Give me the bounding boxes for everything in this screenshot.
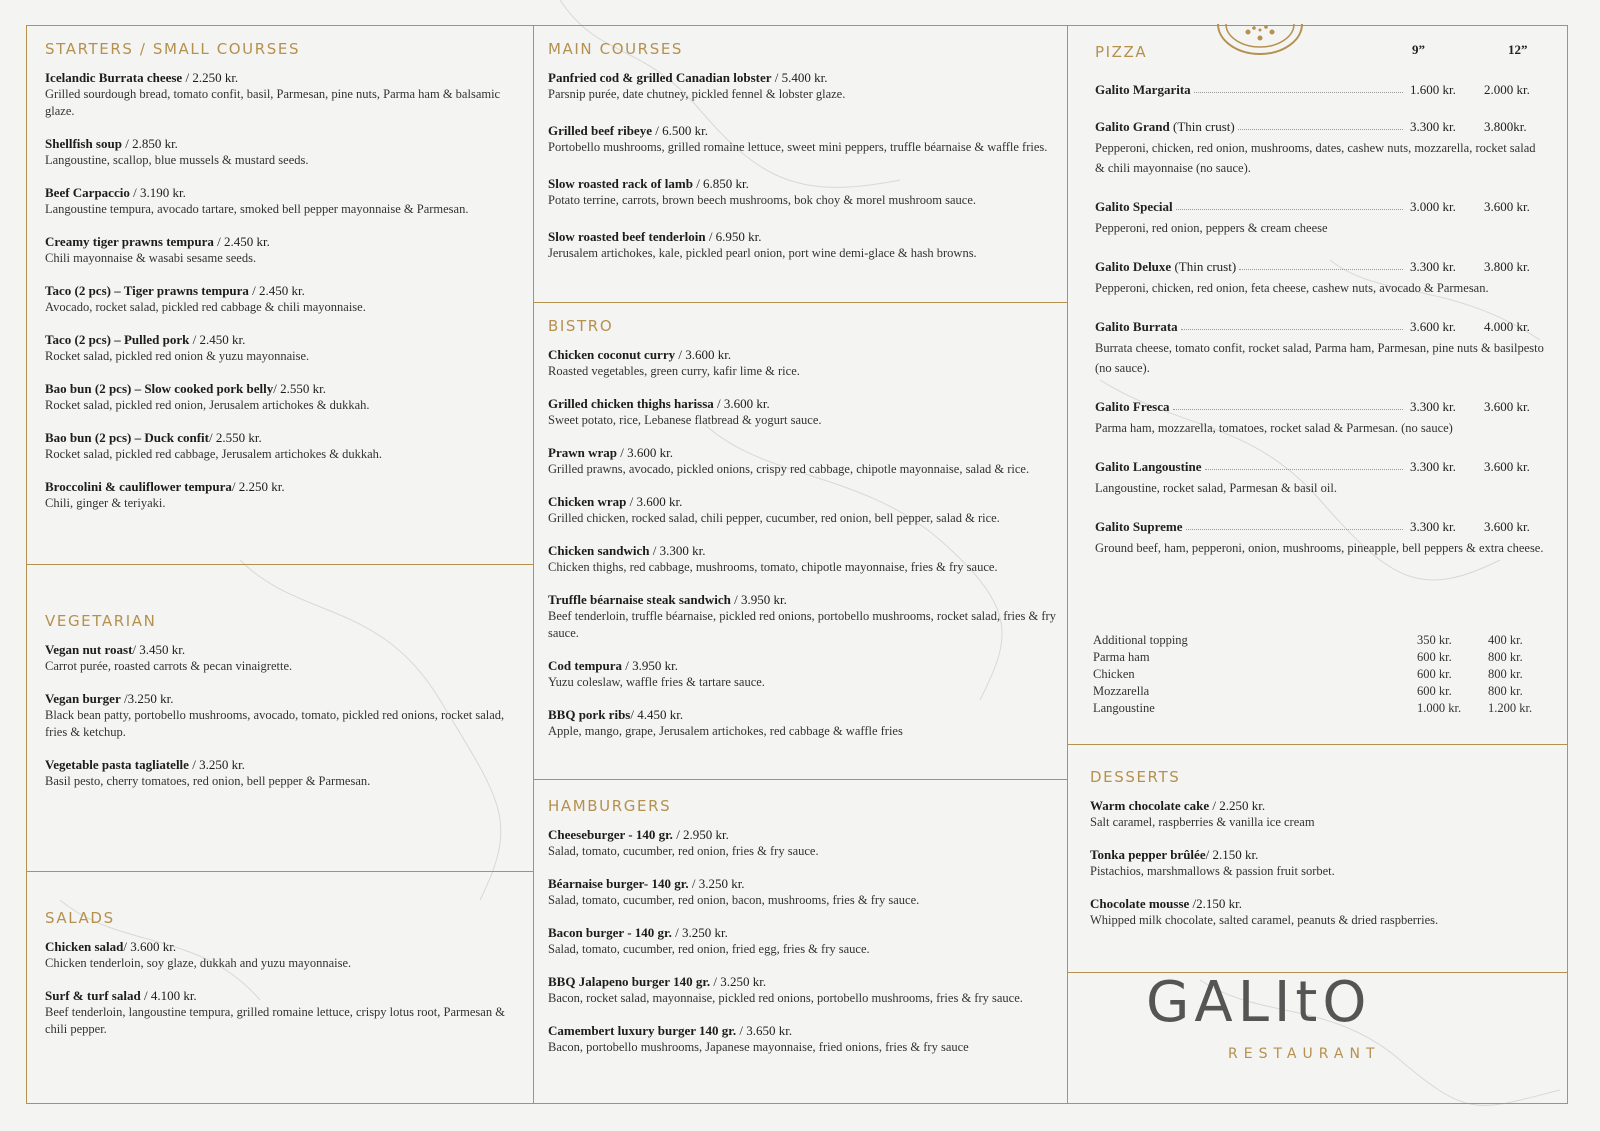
divider-bistro	[533, 779, 1067, 780]
menu-item	[1090, 797, 1560, 831]
divider-vegetarian	[26, 871, 533, 872]
pizza-price-small: 3.300 kr.	[1410, 119, 1456, 134]
topping-price-large: 800 kr.	[1488, 684, 1523, 698]
pizza-price-large: 3.800 kr.	[1484, 259, 1530, 274]
menu-item	[548, 1022, 1058, 1056]
item-name	[548, 444, 1058, 461]
menu-item	[548, 493, 1058, 527]
section-title: PIZZA	[1095, 43, 1148, 61]
item-price: / 3.300 kr.	[649, 543, 706, 558]
item-name	[1090, 846, 1560, 863]
pizza-name	[1095, 258, 1236, 275]
item-price: / 5.400 kr.	[771, 70, 828, 85]
menu-item	[1090, 846, 1560, 880]
item-description: Avocado, rocket salad, pickled red cabbage & chili mayonnaise.	[45, 300, 366, 314]
section-title: SALADS	[45, 909, 115, 927]
menu-item	[548, 657, 1058, 691]
topping-price-large: 800 kr.	[1488, 650, 1523, 664]
menu-item	[548, 973, 1058, 1007]
item-title: Broccolini & cauliflower tempura	[45, 479, 232, 494]
item-name	[548, 591, 1058, 608]
item-price: / 6.500 kr.	[651, 123, 708, 138]
item-description: Potato terrine, carrots, brown beech mushrooms, bok choy & morel mushroom sauce.	[548, 193, 977, 207]
menu-item	[548, 395, 1058, 429]
item-description: Rocket salad, pickled red cabbage, Jerusalem artichokes & dukkah.	[45, 447, 383, 461]
item-description: Chili, ginger & teriyaki.	[45, 496, 166, 510]
item-title: Bao bun (2 pcs) – Slow cooked pork belly	[45, 381, 274, 396]
pizza-description: Pepperoni, chicken, red onion, feta cheese, cashew nuts, avocado & Parmesan.	[1095, 281, 1489, 295]
section-title: MAIN COURSES	[548, 40, 684, 58]
item-title: Shellfish soup	[45, 136, 122, 151]
item-description: Grilled sourdough bread, tomato confit, basil, Parmesan, pine nuts, Parma ham & balsamic glaze.	[45, 87, 501, 118]
topping-name: Mozzarella	[1093, 684, 1150, 698]
divider-mains	[533, 302, 1067, 303]
item-title: BBQ pork ribs	[548, 707, 631, 722]
pizza-price-small: 1.600 kr.	[1410, 82, 1456, 97]
item-description: Jerusalem artichokes, kale, pickled pearl onion, port wine demi-glace & hash browns.	[548, 246, 977, 260]
item-title: Surf & turf salad	[45, 988, 141, 1003]
item-price: / 6.850 kr.	[692, 176, 749, 191]
topping-price-large: 400 kr.	[1488, 633, 1523, 647]
item-title: Icelandic Burrata cheese	[45, 70, 183, 85]
item-name	[45, 184, 525, 201]
item-price: / 2.150 kr.	[1205, 847, 1259, 862]
item-price: / 3.600 kr.	[616, 445, 673, 460]
topping-row	[1093, 700, 1543, 717]
item-description: Sweet potato, rice, Lebanese flatbread & yogurt sauce.	[548, 413, 822, 427]
pizza-item	[1095, 118, 1545, 178]
item-title: Taco (2 pcs) – Pulled pork	[45, 332, 190, 347]
pizza-row	[1095, 118, 1545, 135]
pizza-price-large: 3.600 kr.	[1484, 519, 1530, 534]
item-price: / 2.550 kr.	[273, 381, 326, 396]
item-price: / 2.250 kr.	[231, 479, 285, 494]
item-price: / 2.250 kr.	[1209, 798, 1266, 813]
menu-item	[45, 690, 525, 741]
item-title: Chicken sandwich	[548, 543, 650, 558]
pizza-title: Galito Special	[1095, 199, 1173, 214]
item-description: Black bean patty, portobello mushrooms, avocado, tomato, pickled red onions, rocket salad, fries & ketchup.	[45, 708, 505, 739]
item-name	[45, 282, 525, 299]
dot-leader	[1194, 92, 1403, 93]
topping-list	[1093, 632, 1543, 717]
item-name	[548, 493, 1058, 510]
brand-logo: GALItO	[1146, 970, 1372, 1035]
pizza-price-large: 2.000 kr.	[1484, 82, 1530, 97]
pizza-row	[1095, 458, 1545, 475]
item-price: / 4.450 kr.	[630, 707, 684, 722]
item-price: / 2.550 kr.	[208, 430, 262, 445]
item-name	[548, 1022, 1058, 1039]
item-price: / 3.950 kr.	[730, 592, 787, 607]
item-description: Bacon, portobello mushrooms, Japanese mayonnaise, fried onions, fries & fry sauce	[548, 1040, 969, 1054]
item-description: Beef tenderloin, langoustine tempura, grilled romaine lettuce, crispy lotus root, Parmesan & chili pepper.	[45, 1005, 505, 1036]
item-description: Rocket salad, pickled red onion & yuzu mayonnaise.	[45, 349, 310, 363]
pizza-description: Pepperoni, chicken, red onion, mushrooms, dates, cashew nuts, mozzarella, rocket salad & chili mayonnaise (no sauce).	[1095, 141, 1536, 175]
item-title: Vegan nut roast	[45, 642, 133, 657]
topping-price-small: 600 kr.	[1417, 650, 1452, 664]
pizza-description: Parma ham, mozzarella, tomatoes, rocket salad & Parmesan. (no sauce)	[1095, 421, 1453, 435]
menu-item	[548, 122, 1058, 156]
menu-item	[45, 233, 525, 267]
menu-item	[548, 826, 1058, 860]
item-description: Pistachios, marshmallows & passion fruit sorbet.	[1090, 864, 1335, 878]
item-title: Slow roasted beef tenderloin	[548, 229, 706, 244]
menu-item	[45, 987, 525, 1038]
item-price: / 3.650 kr.	[736, 1023, 793, 1038]
item-description: Salad, tomato, cucumber, red onion, bacon, mushrooms, fries & fry sauce.	[548, 893, 920, 907]
item-title: Cheeseburger - 140 gr.	[548, 827, 673, 842]
pizza-price-small: 3.300 kr.	[1410, 259, 1456, 274]
item-title: Vegetable pasta tagliatelle	[45, 757, 189, 772]
item-name	[548, 69, 1058, 86]
item-title: Creamy tiger prawns tempura	[45, 234, 214, 249]
pizza-description: Burrata cheese, tomato confit, rocket salad, Parma ham, Parmesan, pine nuts & basilpesto (no sauce).	[1095, 341, 1544, 375]
pizza-title: Galito Grand	[1095, 119, 1170, 134]
section-desserts	[1090, 768, 1560, 944]
item-description: Beef tenderloin, truffle béarnaise, pickled red onions, portobello mushrooms, rocket salad, fries & fry sauce.	[548, 609, 1056, 640]
item-title: Grilled beef ribeye	[548, 123, 652, 138]
dot-leader	[1173, 409, 1403, 410]
item-name	[45, 135, 525, 152]
topping-row	[1093, 632, 1543, 649]
dot-leader	[1176, 209, 1403, 210]
item-description: Yuzu coleslaw, waffle fries & tartare sauce.	[548, 675, 765, 689]
item-title: Tonka pepper brûlée	[1090, 847, 1206, 862]
item-title: Bacon burger - 140 gr.	[548, 925, 672, 940]
item-price: / 3.950 kr.	[622, 658, 679, 673]
item-name	[548, 826, 1058, 843]
pizza-price-small: 3.000 kr.	[1410, 199, 1456, 214]
section-salads	[45, 909, 525, 1053]
item-price: / 2.450 kr.	[189, 332, 246, 347]
item-title: Panfried cod & grilled Canadian lobster	[548, 70, 772, 85]
pizza-name	[1095, 118, 1235, 135]
pizza-size-large: 12”	[1508, 42, 1528, 57]
item-price: / 3.600 kr.	[675, 347, 732, 362]
item-price: / 3.250 kr.	[188, 757, 245, 772]
item-description: Bacon, rocket salad, mayonnaise, pickled red onions, portobello mushrooms, fries & fry sauce.	[548, 991, 1023, 1005]
section-bistro	[548, 317, 1058, 755]
section-title: BISTRO	[548, 317, 614, 335]
item-title: Warm chocolate cake	[1090, 798, 1210, 813]
topping-price-small: 600 kr.	[1417, 667, 1452, 681]
item-title: Beef Carpaccio	[45, 185, 130, 200]
pizza-item	[1095, 81, 1545, 98]
item-name	[45, 478, 525, 495]
item-description: Salad, tomato, cucumber, red onion, fried egg, fries & fry sauce.	[548, 942, 870, 956]
item-name	[45, 641, 525, 658]
section-title: VEGETARIAN	[45, 612, 157, 630]
section-mains	[548, 40, 1058, 281]
pizza-price-large: 3.600 kr.	[1484, 459, 1530, 474]
topping-price-small: 350 kr.	[1417, 633, 1452, 647]
dot-leader	[1186, 529, 1403, 530]
item-name	[45, 756, 525, 773]
item-description: Langoustine, scallop, blue mussels & mustard seeds.	[45, 153, 309, 167]
item-price: /3.250 kr.	[120, 691, 174, 706]
topping-row	[1093, 649, 1543, 666]
pizza-price-large: 3.600 kr.	[1484, 399, 1530, 414]
pizza-row	[1095, 258, 1545, 275]
menu-item	[45, 641, 525, 675]
item-price: / 2.250 kr.	[182, 70, 239, 85]
menu-item	[45, 756, 525, 790]
item-name	[1090, 895, 1560, 912]
item-description: Whipped milk chocolate, salted caramel, peanuts & dried raspberries.	[1090, 913, 1439, 927]
pizza-description: Ground beef, ham, pepperoni, onion, mushrooms, pineapple, bell peppers & extra cheese.	[1095, 541, 1544, 555]
item-title: Béarnaise burger- 140 gr.	[548, 876, 689, 891]
pizza-title: Galito Langoustine	[1095, 459, 1202, 474]
item-price: / 2.850 kr.	[121, 136, 178, 151]
pizza-name	[1095, 458, 1202, 475]
item-title: Chicken wrap	[548, 494, 627, 509]
pizza-title: Galito Supreme	[1095, 519, 1183, 534]
item-name	[548, 395, 1058, 412]
menu-item	[548, 542, 1058, 576]
item-description: Langoustine tempura, avocado tartare, smoked bell pepper mayonnaise & Parmesan.	[45, 202, 469, 216]
menu-item	[45, 184, 525, 218]
pizza-row	[1095, 81, 1545, 98]
pizza-title: Galito Deluxe	[1095, 259, 1172, 274]
menu-item	[548, 444, 1058, 478]
item-title: Chocolate mousse	[1090, 896, 1190, 911]
topping-row	[1093, 683, 1543, 700]
menu-item	[45, 69, 525, 120]
item-title: Truffle béarnaise steak sandwich	[548, 592, 731, 607]
pizza-name	[1095, 398, 1170, 415]
item-title: Chicken coconut curry	[548, 347, 676, 362]
item-description: Grilled prawns, avocado, pickled onions, crispy red cabbage, chipotle mayonnaise, salad & rice.	[548, 462, 1030, 476]
item-name	[45, 233, 525, 250]
dot-leader	[1239, 269, 1403, 270]
topping-name: Additional topping	[1093, 633, 1188, 647]
item-description: Salad, tomato, cucumber, red onion, fries & fry sauce.	[548, 844, 819, 858]
item-price: / 3.600 kr.	[713, 396, 770, 411]
pizza-price-small: 3.300 kr.	[1410, 459, 1456, 474]
menu-item	[45, 331, 525, 365]
brand-subtitle: RESTAURANT	[1228, 1046, 1381, 1062]
item-name	[548, 542, 1058, 559]
menu-item	[548, 175, 1058, 209]
pizza-row	[1095, 318, 1545, 335]
item-name	[548, 875, 1058, 892]
item-title: Camembert luxury burger 140 gr.	[548, 1023, 737, 1038]
menu-item	[548, 875, 1058, 909]
pizza-size-small: 9”	[1412, 42, 1425, 57]
item-name	[548, 346, 1058, 363]
topping-row	[1093, 666, 1543, 683]
item-name	[548, 122, 1058, 139]
pizza-row	[1095, 198, 1545, 215]
pizza-row	[1095, 518, 1545, 535]
menu-item	[1090, 895, 1560, 929]
topping-price-large: 1.200 kr.	[1488, 701, 1533, 715]
pizza-item	[1095, 518, 1545, 558]
pizza-item	[1095, 258, 1545, 298]
menu-item	[548, 228, 1058, 262]
pizza-item	[1095, 398, 1545, 438]
divider-pizza	[1067, 744, 1568, 745]
dot-leader	[1181, 329, 1403, 330]
item-name	[45, 690, 525, 707]
section-pizza	[1095, 43, 1545, 72]
menu-item	[45, 380, 525, 414]
pizza-name	[1095, 318, 1178, 335]
item-name	[45, 938, 525, 955]
item-name	[548, 924, 1058, 941]
pizza-title: Galito Burrata	[1095, 319, 1178, 334]
menu-item	[548, 924, 1058, 958]
item-price: /2.150 kr.	[1189, 896, 1243, 911]
pizza-item	[1095, 198, 1545, 238]
topping-price-small: 600 kr.	[1417, 684, 1452, 698]
item-description: Chicken thighs, red cabbage, mushrooms, tomato, chipotle mayonnaise, fries & fry sauce.	[548, 560, 998, 574]
column-divider-2	[1067, 25, 1068, 1104]
item-price: / 3.600 kr.	[123, 939, 177, 954]
pizza-item	[1095, 458, 1545, 498]
menu-item	[548, 346, 1058, 380]
menu-item	[548, 706, 1058, 740]
item-name	[548, 706, 1058, 723]
item-description: Chili mayonnaise & wasabi sesame seeds.	[45, 251, 257, 265]
item-price: / 2.450 kr.	[248, 283, 305, 298]
item-price: / 2.450 kr.	[213, 234, 270, 249]
item-price: / 3.600 kr.	[626, 494, 683, 509]
item-title: Taco (2 pcs) – Tiger prawns tempura	[45, 283, 249, 298]
item-price: / 3.450 kr.	[132, 642, 186, 657]
item-description: Chicken tenderloin, soy glaze, dukkah and yuzu mayonnaise.	[45, 956, 352, 970]
item-description: Portobello mushrooms, grilled romaine lettuce, sweet mini peppers, truffle béarnaise & waffle fries.	[548, 140, 1048, 154]
item-description: Rocket salad, pickled red onion, Jerusalem artichokes & dukkah.	[45, 398, 370, 412]
pizza-description: Langoustine, rocket salad, Parmesan & basil oil.	[1095, 481, 1337, 495]
topping-price-large: 800 kr.	[1488, 667, 1523, 681]
pizza-price-small: 3.300 kr.	[1410, 519, 1456, 534]
item-name	[1090, 797, 1560, 814]
item-price: / 6.950 kr.	[705, 229, 762, 244]
item-price: / 3.190 kr.	[129, 185, 186, 200]
pizza-price-small: 3.600 kr.	[1410, 319, 1456, 334]
item-title: Slow roasted rack of lamb	[548, 176, 693, 191]
dot-leader	[1205, 469, 1403, 470]
topping-name: Chicken	[1093, 667, 1135, 681]
topping-name: Parma ham	[1093, 650, 1150, 664]
item-title: Prawn wrap	[548, 445, 617, 460]
item-title: Grilled chicken thighs harissa	[548, 396, 714, 411]
item-description: Grilled chicken, rocked salad, chili pepper, cucumber, red onion, bell pepper, salad & rice.	[548, 511, 1000, 525]
item-price: / 3.250 kr.	[671, 925, 728, 940]
item-name	[548, 657, 1058, 674]
pizza-price-large: 3.800kr.	[1484, 119, 1527, 134]
section-title: HAMBURGERS	[548, 797, 672, 815]
item-name	[45, 987, 525, 1004]
pizza-name	[1095, 198, 1173, 215]
item-name	[548, 973, 1058, 990]
menu-item	[45, 135, 525, 169]
menu-item	[548, 69, 1058, 103]
item-name	[548, 175, 1058, 192]
item-title: BBQ Jalapeno burger 140 gr.	[548, 974, 711, 989]
item-name	[45, 69, 525, 86]
item-description: Salt caramel, raspberries & vanilla ice cream	[1090, 815, 1315, 829]
item-description: Parsnip purée, date chutney, pickled fennel & lobster glaze.	[548, 87, 846, 101]
item-description: Basil pesto, cherry tomatoes, red onion, bell pepper & Parmesan.	[45, 774, 371, 788]
pizza-name	[1095, 518, 1183, 535]
pizza-price-large: 3.600 kr.	[1484, 199, 1530, 214]
section-title: STARTERS / SMALL COURSES	[45, 40, 301, 58]
item-title: Bao bun (2 pcs) – Duck confit	[45, 430, 209, 445]
menu-item	[45, 478, 525, 512]
item-title: Chicken salad	[45, 939, 124, 954]
pizza-crust: (Thin crust)	[1169, 119, 1235, 134]
item-price: / 3.250 kr.	[710, 974, 767, 989]
menu-item	[548, 591, 1058, 642]
item-description: Roasted vegetables, green curry, kafir lime & rice.	[548, 364, 800, 378]
pizza-price-large: 4.000 kr.	[1484, 319, 1530, 334]
menu-item	[45, 282, 525, 316]
pizza-price-small: 3.300 kr.	[1410, 399, 1456, 414]
section-starters	[45, 40, 525, 527]
item-description: Carrot purée, roasted carrots & pecan vinaigrette.	[45, 659, 293, 673]
item-description: Apple, mango, grape, Jerusalem artichokes, red cabbage & waffle fries	[548, 724, 903, 738]
pizza-list	[1095, 81, 1545, 578]
item-name	[45, 429, 525, 446]
section-vegetarian	[45, 612, 525, 805]
item-title: Cod tempura	[548, 658, 623, 673]
pizza-name	[1095, 81, 1191, 98]
menu-item	[45, 938, 525, 972]
column-divider-1	[533, 25, 534, 1104]
section-hamburgers	[548, 797, 1058, 1071]
section-title: DESSERTS	[1090, 768, 1181, 786]
item-title: Vegan burger	[45, 691, 121, 706]
pizza-description: Pepperoni, red onion, peppers & cream cheese	[1095, 221, 1328, 235]
pizza-row	[1095, 398, 1545, 415]
item-price: / 2.950 kr.	[672, 827, 729, 842]
pizza-title: Galito Margarita	[1095, 82, 1191, 97]
divider-starters	[26, 564, 533, 565]
item-name	[45, 331, 525, 348]
item-price: / 4.100 kr.	[140, 988, 197, 1003]
item-price: / 3.250 kr.	[688, 876, 745, 891]
item-name	[548, 228, 1058, 245]
item-name	[45, 380, 525, 397]
menu-item	[45, 429, 525, 463]
topping-price-small: 1.000 kr.	[1417, 701, 1462, 715]
pizza-item	[1095, 318, 1545, 378]
dot-leader	[1238, 129, 1403, 130]
pizza-title: Galito Fresca	[1095, 399, 1170, 414]
topping-name: Langoustine	[1093, 701, 1155, 715]
pizza-crust: (Thin crust)	[1171, 259, 1237, 274]
